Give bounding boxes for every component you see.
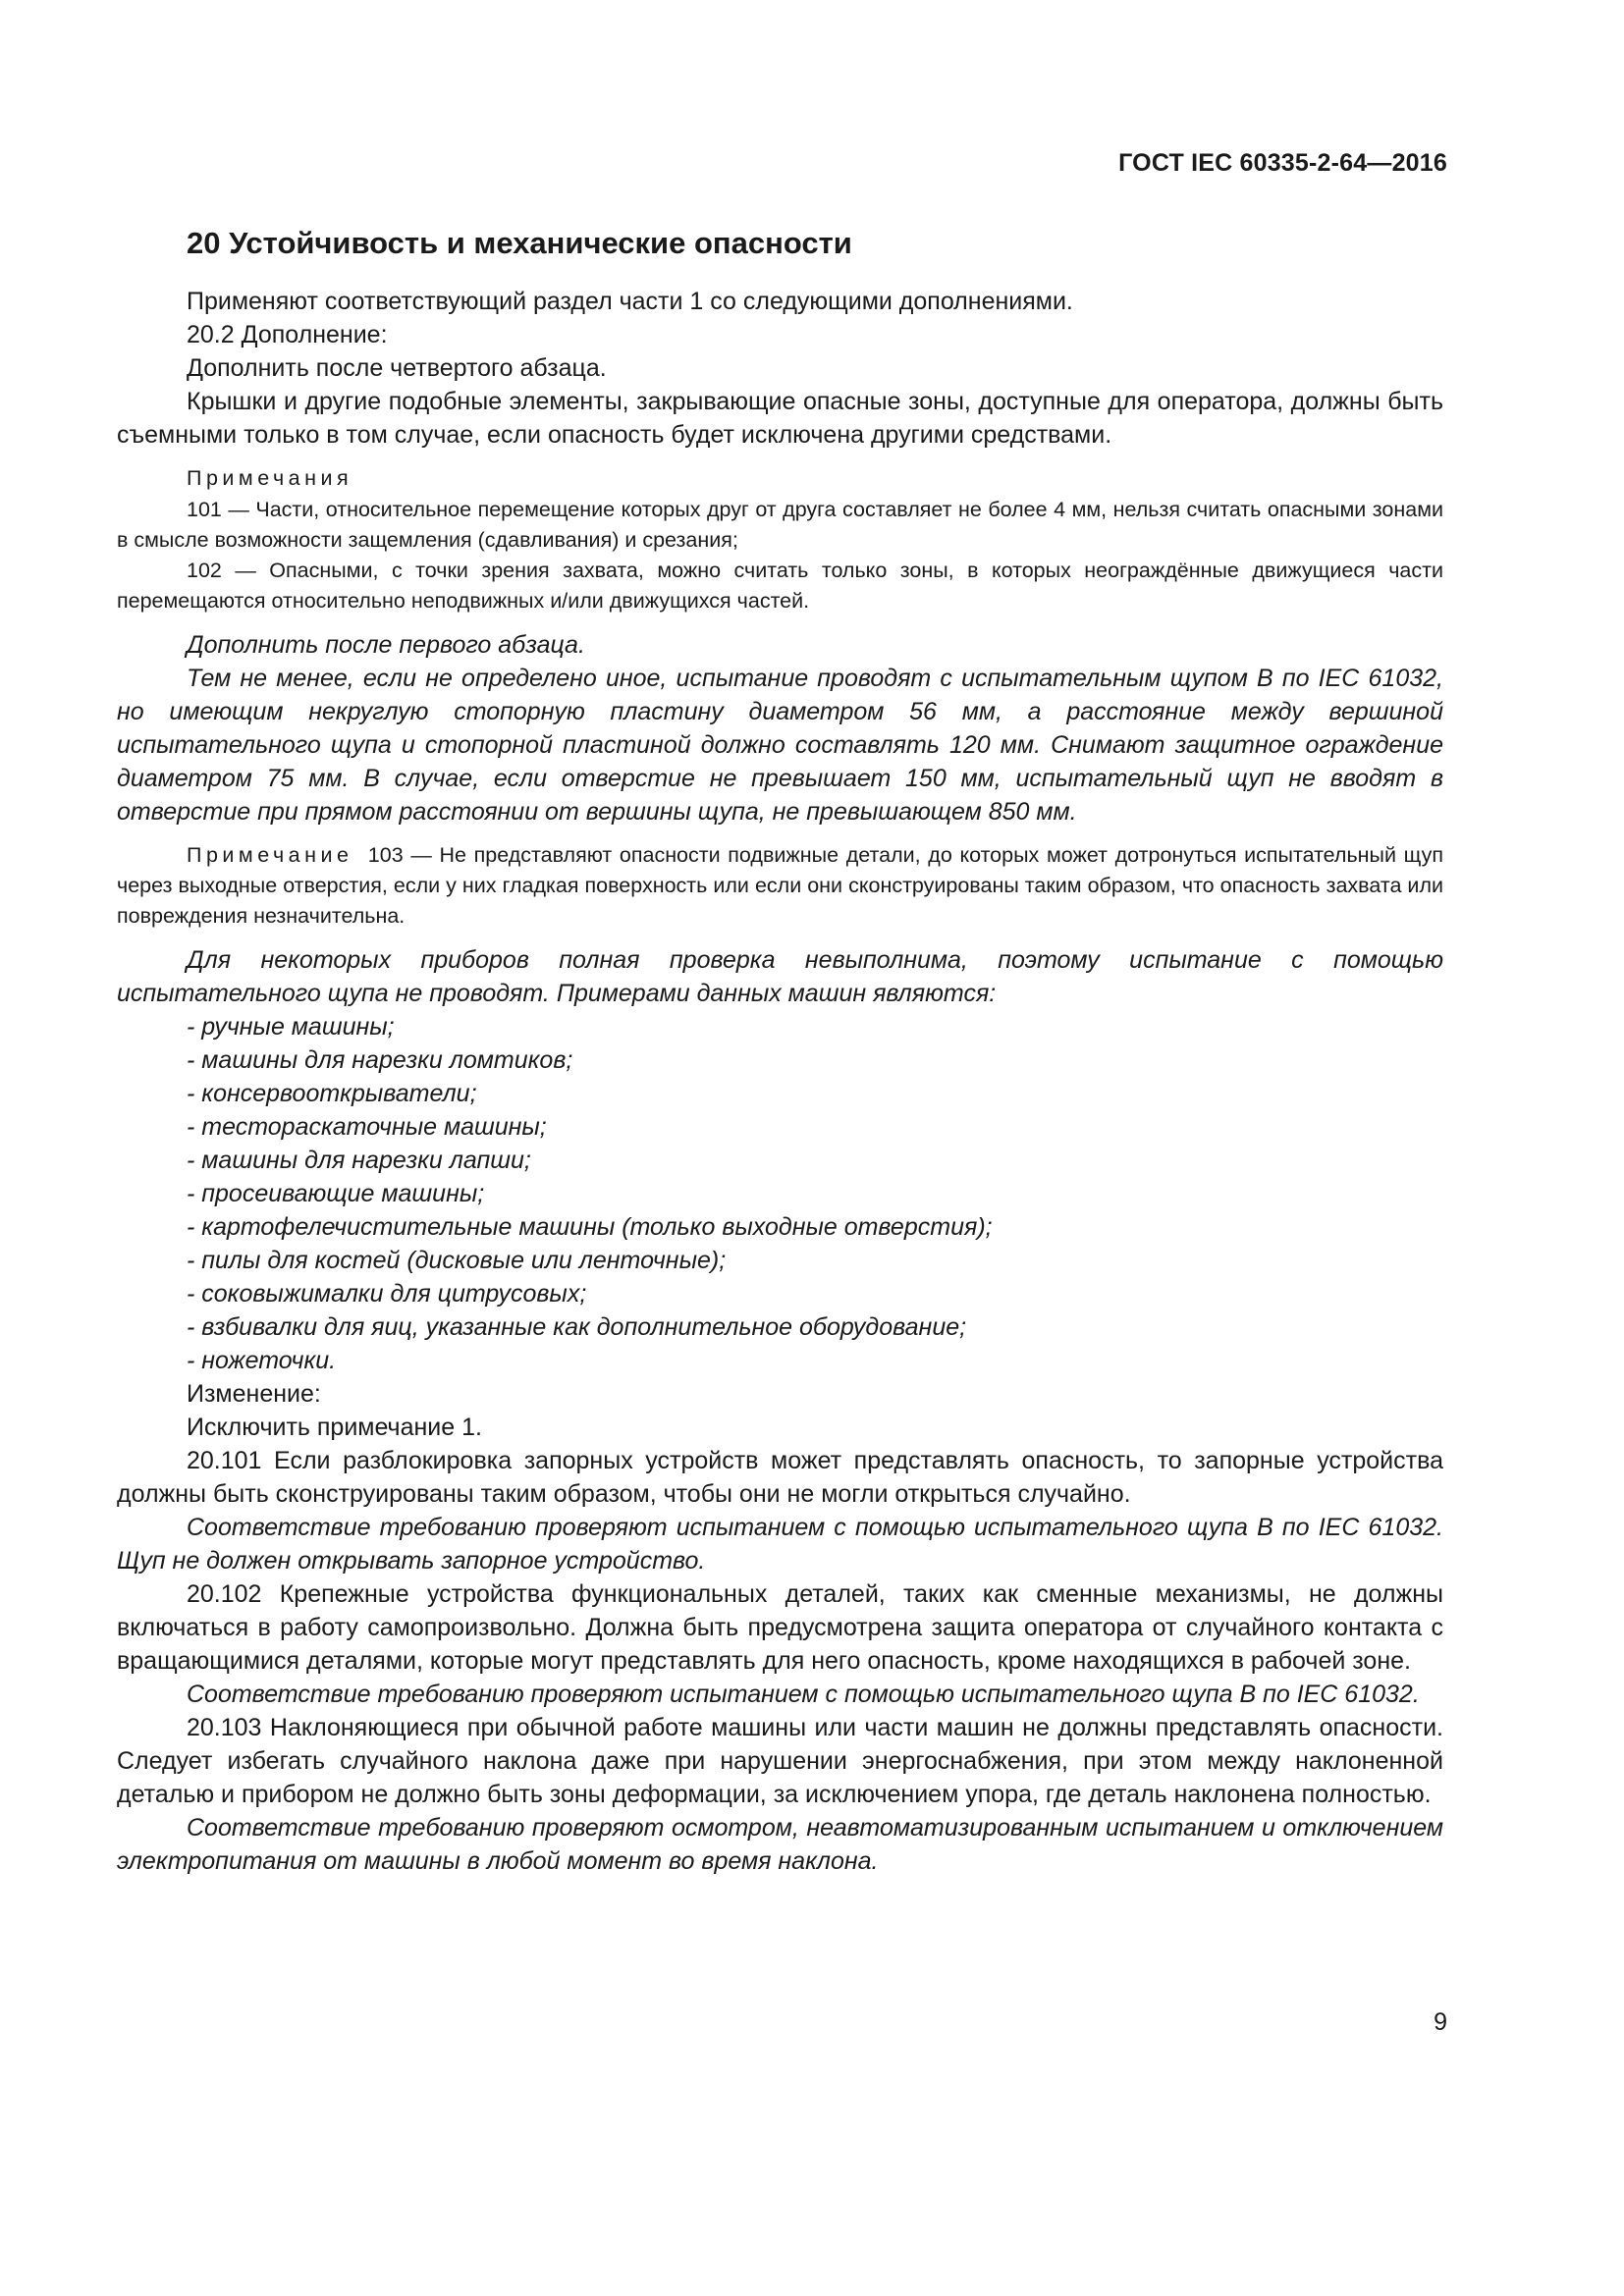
list-item: - консервооткрыватели; [187,1080,477,1107]
some-appliances-paragraph: Для некоторых приборов полная проверка невыполнима, поэтому испытание с помощью испытательного щупа не проводят. Примерами данных машин являются: [117,946,1443,1007]
list-item: - картофелечистительные машины (только выходные отверстия); [187,1213,993,1241]
note-103-text: 103 — Не представляют опасности подвижные детали, до которых может дотронуться испытательный щуп через выходные отверстия, если у них гладкая поверхность или если они сконструированы таким образом, что опасность захвата или повреждения незначительна. [117,843,1444,928]
list-item: - взбивалки для яиц, указанные как дополнительное оборудование; [187,1313,967,1341]
page-number: 9 [1434,2008,1447,2036]
note-103-label: Примечание [187,843,353,867]
clause-20-101-compliance: Соответствие требованию проверяют испытанием с помощью испытательного щупа B по IEC 61032. Щуп не должен открывать запорное устройство. [117,1514,1443,1575]
clause-20-2-heading: 20.2 Дополнение: [187,321,388,348]
covers-paragraph: Крышки и другие подобные элементы, закрывающие опасные зоны, доступные для оператора, должны быть съемными только в том случае, если опасность будет исключена другими средствами. [117,388,1443,449]
list-item: - пилы для костей (дисковые или ленточные); [187,1247,727,1274]
notes-heading: Примечания [187,466,353,490]
list-item: - машины для нарезки ломтиков; [187,1046,573,1074]
list-item: - просеивающие машины; [187,1180,485,1207]
exclude-note-instruction: Исключить примечание 1. [187,1414,482,1441]
clause-20-103-compliance: Соответствие требованию проверяют осмотром, неавтоматизированным испытанием и отключением электропитания от машины в любой момент во время наклона. [117,1814,1443,1875]
section-title: 20 Устойчивость и механические опасности [187,226,852,260]
clause-20-102: 20.102 Крепежные устройства функциональных деталей, таких как сменные механизмы, не должны включаться в работу самопроизвольно. Должна быть предусмотрена защита оператора от случайного контакта с вращающимися деталями, которые могут представлять для него опасность, кроме находящихся в рабочей зоне. [117,1580,1443,1675]
clause-20-103: 20.103 Наклоняющиеся при обычной работе машины или части машин не должны представлять опасности. Следует избегать случайного наклона даже при нарушении энергоснабжения, при этом между наклоненной деталью и прибором не должно быть зоны деформации, за исключением упора, где деталь наклонена полностью. [117,1714,1443,1808]
list-item: - ножеточки. [187,1347,337,1374]
probe-test-paragraph: Тем не менее, если не определено иное, испытание проводят с испытательным щупом B по IEC 61032, но имеющим некруглую стопорную пластину диаметром 56 мм, а расстояние между вершиной испытательного щупа и стопорной пластиной должно составлять 120 мм. Снимают защитное ограждение диаметром 75 мм. В случае, если отверстие не превышает 150 мм, испытательный щуп не вводят в отверстие при прямом расстоянии от вершины щупа, не превышающем 850 мм. [117,665,1443,826]
list-item: - машины для нарезки лапши; [187,1147,531,1174]
document-code-header: ГОСТ IEC 60335-2-64—2016 [1118,149,1447,177]
change-heading: Изменение: [187,1380,321,1408]
list-item: - ручные машины; [187,1013,395,1041]
instruction-add-after-4th: Дополнить после четвертого абзаца. [187,354,607,382]
note-103 [117,840,1443,932]
list-item: - соковыжималки для цитрусовых; [187,1280,587,1308]
instruction-add-after-1st: Дополнить после первого абзаца. [187,631,585,659]
note-101: 101 — Части, относительное перемещение которых друг от друга составляет не более 4 мм, нельзя считать опасными зонами в смысле возможности защемления (сдавливания) и срезания; [117,498,1443,552]
section-body [117,285,1443,1878]
clause-20-102-compliance: Соответствие требованию проверяют испытанием с помощью испытательного щупа B по IEC 61032. [187,1681,1420,1708]
clause-20-101: 20.101 Если разблокировка запорных устройств может представлять опасность, то запорные устройства должны быть сконструированы таким образом, чтобы они не могли открыться случайно. [117,1447,1443,1508]
intro-paragraph: Применяют соответствующий раздел части 1 со следующими дополнениями. [187,288,1073,315]
note-102: 102 — Опасными, с точки зрения захвата, можно считать только зоны, в которых неограждённые движущиеся части перемещаются относительно неподвижных и/или движущихся частей. [117,559,1443,613]
list-item: - тестораскаточные машины; [187,1113,547,1141]
